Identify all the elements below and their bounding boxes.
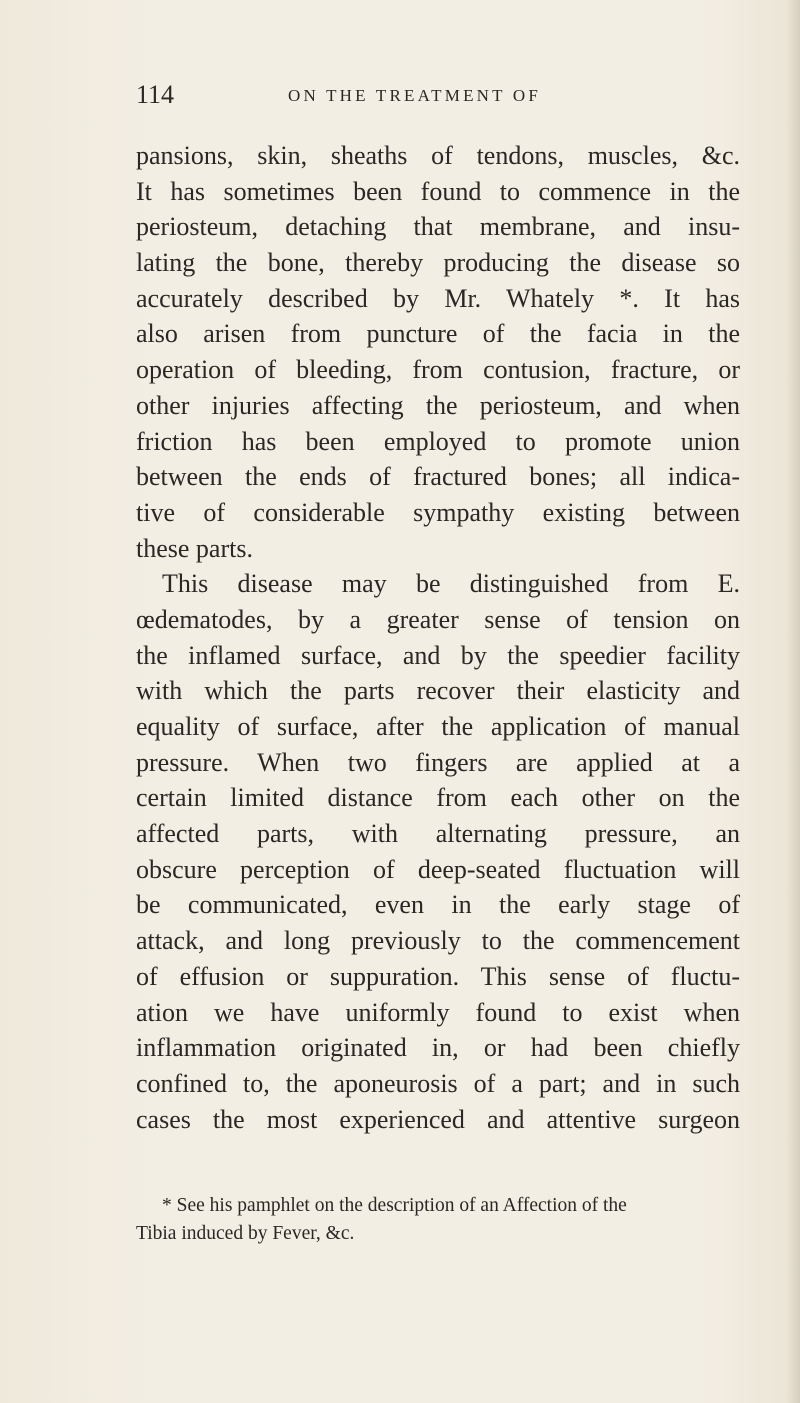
page-edge-shadow: [786, 0, 800, 1403]
text-line: between the ends of fractured bones; all indica-: [136, 462, 740, 492]
text-line: accurately described by Mr. Whately *. It has: [136, 283, 740, 313]
text-line: the inflamed surface, and by the speedier facility: [136, 640, 740, 670]
text-line: inflammation originated in, or had been chiefly: [136, 1033, 740, 1063]
text-line: also arisen from puncture of the facia in the: [136, 319, 740, 349]
text-line: periosteum, detaching that membrane, and insu-: [136, 212, 740, 242]
text-line: cases the most experienced and attentive surgeon: [136, 1104, 740, 1134]
footnote: [136, 1192, 740, 1248]
text-line: these parts.: [136, 533, 253, 563]
text-line: of effusion or suppuration. This sense of fluctu-: [136, 961, 740, 991]
text-line: tive of considerable sympathy existing between: [136, 497, 740, 527]
text-line: ation we have uniformly found to exist when: [136, 997, 740, 1027]
text-line: lating the bone, thereby producing the disease so: [136, 248, 740, 278]
text-line: other injuries affecting the periosteum, and when: [136, 390, 740, 420]
text-line: be communicated, even in the early stage of: [136, 890, 740, 920]
text-line: equality of surface, after the application of manual: [136, 712, 740, 741]
page-header: [136, 78, 696, 118]
text-line: It has sometimes been found to commence in the: [136, 176, 740, 206]
text-line: affected parts, with alternating pressure, an: [136, 819, 740, 849]
text-line: certain limited distance from each other on the: [136, 783, 740, 813]
text-line: obscure perception of deep-seated fluctuation will: [136, 854, 740, 884]
text-line: friction has been employed to promote union: [136, 426, 740, 456]
footnote-line: * See his pamphlet on the description of an Affection of the: [162, 1195, 627, 1216]
text-line: pansions, skin, sheaths of tendons, muscles, &c.: [136, 141, 740, 170]
body-text: [136, 138, 740, 1137]
text-line: with which the parts recover their elasticity and: [136, 676, 740, 706]
running-head: ON THE TREATMENT OF: [288, 86, 542, 105]
text-line: pressure. When two fingers are applied at a: [136, 747, 740, 777]
text-line: operation of bleeding, from contusion, fracture, or: [136, 355, 740, 385]
page-number: 114: [136, 80, 175, 109]
text-line: This disease may be distinguished from E.: [162, 569, 740, 599]
footnote-line: Tibia induced by Fever, &c.: [136, 1223, 355, 1244]
text-line: confined to, the aponeurosis of a part; and in such: [136, 1068, 740, 1098]
text-line: œdematodes, by a greater sense of tension on: [136, 604, 740, 634]
text-line: attack, and long previously to the commencement: [136, 926, 740, 956]
